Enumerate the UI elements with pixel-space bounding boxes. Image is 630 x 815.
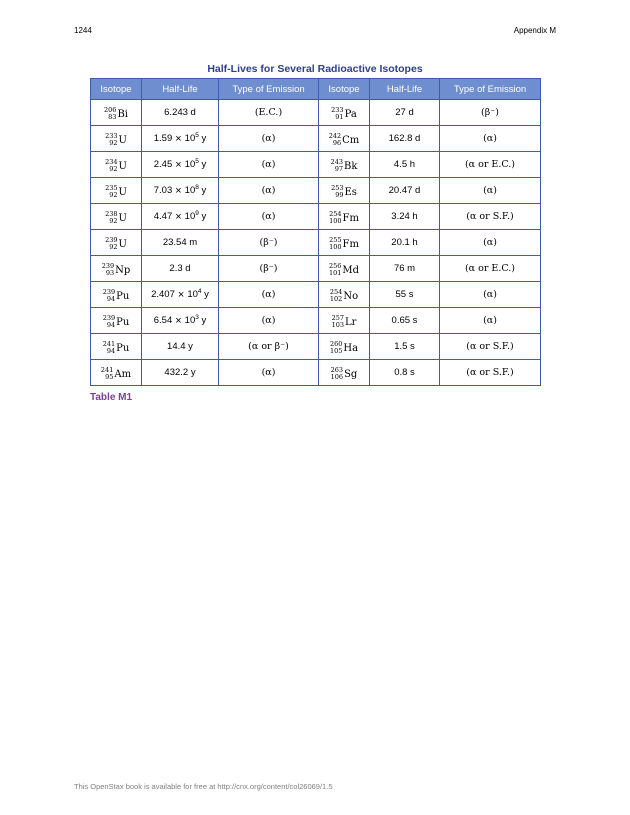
isotope-cell xyxy=(319,360,370,386)
nuclide-numbers xyxy=(330,289,342,303)
atomic-number: 96 xyxy=(332,139,342,147)
atomic-number: 92 xyxy=(109,165,118,173)
half-life-value: 7.03 xyxy=(153,185,173,197)
emission-cell xyxy=(440,308,541,334)
power-base: 10 xyxy=(184,185,196,197)
power-base: 10 xyxy=(184,133,196,145)
element-symbol: U xyxy=(118,186,127,198)
atomic-number: 95 xyxy=(105,373,114,381)
half-life-cell xyxy=(370,152,440,178)
nuclide-numbers xyxy=(105,237,117,251)
table-row xyxy=(91,334,541,360)
half-life-cell xyxy=(142,230,219,256)
page-number: 1244 xyxy=(74,26,92,35)
mass-number: 254 xyxy=(329,210,342,218)
element-symbol: Sg xyxy=(344,368,358,380)
half-life-unit: y xyxy=(201,159,207,171)
element-symbol: Am xyxy=(114,368,132,380)
table-header-row xyxy=(91,79,541,100)
nuclide-numbers xyxy=(105,133,117,147)
half-life-value: 1.5 s xyxy=(394,341,415,352)
table-row xyxy=(91,282,541,308)
element-symbol: Fm xyxy=(342,212,359,224)
emission-cell xyxy=(219,360,319,386)
nuclide-numbers xyxy=(103,315,115,329)
half-life-value: 162.8 d xyxy=(388,133,421,144)
half-life-unit: y xyxy=(201,211,207,223)
nuclide-numbers xyxy=(329,263,341,277)
emission-type: (α) xyxy=(261,133,276,144)
atomic-number: 92 xyxy=(109,243,118,251)
exponent: 3 xyxy=(195,314,199,322)
atomic-number: 100 xyxy=(329,217,342,225)
atomic-number: 91 xyxy=(335,113,344,121)
isotope-cell xyxy=(91,308,142,334)
atomic-number: 92 xyxy=(109,191,118,199)
element-symbol: U xyxy=(118,212,127,224)
mass-number: 239 xyxy=(105,236,118,244)
isotope-cell xyxy=(91,334,142,360)
emission-type: (α) xyxy=(483,315,497,326)
atomic-number: 83 xyxy=(108,113,117,121)
element-symbol: Fm xyxy=(342,238,359,250)
half-life-cell xyxy=(142,178,219,204)
isotope-cell xyxy=(91,152,142,178)
nuclide-notation xyxy=(331,367,358,381)
half-life-value: 2.3 d xyxy=(169,263,191,274)
exponent: 8 xyxy=(195,184,199,192)
isotope-cell xyxy=(91,230,142,256)
table-row xyxy=(91,152,541,178)
isotope-table xyxy=(90,78,541,386)
atomic-number: 97 xyxy=(334,165,343,173)
emission-cell xyxy=(219,204,319,230)
element-symbol: Bk xyxy=(344,160,358,172)
element-symbol: Bi xyxy=(117,108,128,120)
half-life-cell xyxy=(142,308,219,334)
nuclide-numbers xyxy=(102,263,114,277)
atomic-number: 92 xyxy=(109,217,118,225)
times-symbol: × xyxy=(175,132,182,145)
emission-type: (α) xyxy=(261,159,276,170)
isotope-cell xyxy=(319,256,370,282)
nuclide-numbers xyxy=(331,107,343,121)
atomic-number: 92 xyxy=(109,139,118,147)
emission-type: (α) xyxy=(261,315,276,326)
exponent: 9 xyxy=(195,210,199,218)
nuclide-numbers xyxy=(331,185,343,199)
column-header: Half-Life xyxy=(370,79,440,100)
element-symbol: Es xyxy=(344,186,357,198)
element-symbol: Pu xyxy=(116,342,130,354)
mass-number: 263 xyxy=(330,366,344,374)
isotope-cell xyxy=(91,256,142,282)
table-row xyxy=(91,100,541,126)
nuclide-numbers xyxy=(104,107,116,121)
emission-cell xyxy=(219,308,319,334)
emission-cell xyxy=(440,334,541,360)
isotope-cell xyxy=(319,308,370,334)
emission-cell xyxy=(219,282,319,308)
half-life-value: 2.407 xyxy=(151,289,175,301)
page-footer: This OpenStax book is available for free at http://cnx.org/content/col26069/1.5 xyxy=(74,782,333,791)
half-life-cell xyxy=(370,282,440,308)
isotope-cell xyxy=(91,282,142,308)
running-head: Appendix M xyxy=(513,26,556,35)
emission-type: (β⁻) xyxy=(259,263,278,274)
nuclide-notation xyxy=(101,367,131,381)
atomic-number: 94 xyxy=(106,295,116,303)
isotope-cell xyxy=(91,204,142,230)
times-symbol: × xyxy=(175,184,182,197)
isotope-cell xyxy=(91,126,142,152)
mass-number: 239 xyxy=(102,314,116,322)
half-life-value: 0.65 s xyxy=(391,315,418,326)
mass-number: 253 xyxy=(331,184,344,192)
emission-cell xyxy=(440,178,541,204)
half-life-cell xyxy=(370,178,440,204)
atomic-number: 105 xyxy=(329,347,343,355)
table-row xyxy=(91,230,541,256)
half-life-cell xyxy=(142,282,219,308)
mass-number: 206 xyxy=(104,106,117,114)
nuclide-notation xyxy=(330,341,358,355)
element-symbol: Cm xyxy=(342,134,360,146)
isotope-cell xyxy=(91,178,142,204)
half-life-value: 6.243 d xyxy=(164,107,196,118)
half-life-value: 20.1 h xyxy=(391,237,418,248)
nuclide-notation xyxy=(104,107,128,121)
times-symbol: × xyxy=(175,158,182,171)
atomic-number: 93 xyxy=(105,269,115,277)
table-caption: Table M1 xyxy=(90,392,133,403)
mass-number: 235 xyxy=(105,184,118,192)
mass-number: 234 xyxy=(105,158,118,166)
element-symbol: Pu xyxy=(116,316,130,328)
nuclide-notation xyxy=(103,315,130,329)
nuclide-numbers xyxy=(105,159,117,173)
nuclide-numbers xyxy=(105,185,117,199)
half-life-value: 432.2 y xyxy=(164,367,196,378)
isotope-cell xyxy=(319,100,370,126)
nuclide-numbers xyxy=(329,133,341,147)
nuclide-numbers xyxy=(105,211,117,225)
emission-cell xyxy=(440,256,541,282)
nuclide-notation xyxy=(103,289,130,303)
nuclide-numbers xyxy=(103,341,115,355)
half-life-value: 76 m xyxy=(393,263,416,274)
half-life-cell xyxy=(142,256,219,282)
times-symbol: × xyxy=(175,314,182,327)
emission-type: (α) xyxy=(261,185,276,196)
isotope-cell xyxy=(91,360,142,386)
emission-type: (α or S.F.) xyxy=(466,367,514,378)
half-life-value: 6.54 xyxy=(153,315,173,327)
emission-cell xyxy=(219,256,319,282)
nuclide-notation xyxy=(105,237,127,251)
mass-number: 239 xyxy=(101,262,115,270)
isotope-cell xyxy=(319,282,370,308)
column-header: Type of Emission xyxy=(440,79,541,100)
atomic-number: 106 xyxy=(330,373,344,381)
mass-number: 239 xyxy=(102,288,116,296)
half-life-value: 55 s xyxy=(395,289,414,300)
power-base: 10 xyxy=(187,289,198,301)
half-life-value: 2.45 xyxy=(153,159,173,171)
emission-cell xyxy=(219,152,319,178)
isotope-cell xyxy=(319,126,370,152)
half-life-cell xyxy=(142,360,219,386)
emission-type: (α) xyxy=(483,133,497,144)
times-symbol: × xyxy=(177,288,185,301)
element-symbol: Pa xyxy=(344,108,357,120)
isotope-cell xyxy=(319,204,370,230)
emission-type: (α or β⁻) xyxy=(248,341,289,352)
half-life-cell xyxy=(142,126,219,152)
atomic-number: 94 xyxy=(106,321,116,329)
nuclide-notation xyxy=(105,159,127,173)
emission-type: (α) xyxy=(261,367,276,378)
emission-cell xyxy=(219,100,319,126)
half-life-cell xyxy=(370,126,440,152)
element-symbol: U xyxy=(118,134,127,146)
nuclide-notation xyxy=(331,159,358,173)
element-symbol: Np xyxy=(115,264,131,276)
emission-cell xyxy=(440,230,541,256)
element-symbol: No xyxy=(343,290,359,302)
table-row xyxy=(91,308,541,334)
half-life-value: 0.8 s xyxy=(394,367,415,378)
element-symbol: Md xyxy=(342,264,360,276)
element-symbol: U xyxy=(118,160,127,172)
column-header: Half-Life xyxy=(142,79,219,100)
half-life-cell xyxy=(142,204,219,230)
half-life-cell xyxy=(370,100,440,126)
half-life-value: 4.5 h xyxy=(393,159,416,170)
emission-cell xyxy=(219,126,319,152)
isotope-cell xyxy=(319,152,370,178)
nuclide-notation xyxy=(329,263,359,277)
atomic-number: 99 xyxy=(335,191,344,199)
half-life-unit: y xyxy=(201,185,207,197)
emission-type: (α) xyxy=(483,185,497,196)
half-life-value: 3.24 h xyxy=(391,211,418,222)
half-life-cell xyxy=(142,152,219,178)
emission-type: (α) xyxy=(261,211,276,222)
emission-type: (E.C.) xyxy=(254,107,283,118)
emission-cell xyxy=(440,360,541,386)
mass-number: 256 xyxy=(328,262,342,270)
nuclide-numbers xyxy=(103,289,115,303)
column-header: Type of Emission xyxy=(219,79,319,100)
half-life-cell xyxy=(370,256,440,282)
half-life-cell xyxy=(142,334,219,360)
emission-cell xyxy=(440,126,541,152)
emission-cell xyxy=(440,282,541,308)
nuclide-notation xyxy=(102,263,131,277)
mass-number: 241 xyxy=(100,366,114,374)
half-life-value: 27 d xyxy=(395,107,414,118)
atomic-number: 102 xyxy=(329,295,343,303)
emission-type: (α or S.F.) xyxy=(466,341,514,352)
nuclide-notation xyxy=(105,133,127,147)
nuclide-notation xyxy=(330,289,358,303)
element-symbol: U xyxy=(118,238,127,250)
power-base: 10 xyxy=(184,159,196,171)
emission-type: (α) xyxy=(483,237,497,248)
half-life-cell xyxy=(142,100,219,126)
half-life-value: 1.59 xyxy=(153,133,173,145)
nuclide-notation xyxy=(332,315,357,329)
emission-cell xyxy=(440,204,541,230)
mass-number: 257 xyxy=(331,314,344,322)
nuclide-notation xyxy=(329,133,360,147)
emission-cell xyxy=(440,100,541,126)
emission-type: (β⁻) xyxy=(259,237,278,248)
half-life-unit: y xyxy=(201,133,207,145)
isotope-cell xyxy=(319,230,370,256)
element-symbol: Pu xyxy=(116,290,130,302)
isotope-cell xyxy=(319,334,370,360)
atomic-number: 100 xyxy=(329,243,342,251)
nuclide-notation xyxy=(329,211,359,225)
times-symbol: × xyxy=(175,210,182,223)
nuclide-numbers xyxy=(101,367,113,381)
nuclide-numbers xyxy=(329,211,341,225)
emission-type: (α or E.C.) xyxy=(464,263,516,274)
table-row xyxy=(91,204,541,230)
nuclide-notation xyxy=(331,107,357,121)
half-life-unit: y xyxy=(204,289,209,301)
exponent: 5 xyxy=(195,158,199,166)
element-symbol: Ha xyxy=(343,342,359,354)
nuclide-numbers xyxy=(331,159,343,173)
half-life-value: 14.4 y xyxy=(167,341,193,352)
mass-number: 238 xyxy=(105,210,118,218)
nuclide-numbers xyxy=(332,315,344,329)
power-base: 10 xyxy=(184,211,196,223)
emission-cell xyxy=(219,334,319,360)
emission-cell xyxy=(219,178,319,204)
nuclide-numbers xyxy=(329,237,341,251)
mass-number: 233 xyxy=(331,106,344,114)
element-symbol: Lr xyxy=(345,316,357,328)
atomic-number: 103 xyxy=(331,321,344,329)
nuclide-notation xyxy=(329,237,359,251)
table-row xyxy=(91,126,541,152)
emission-type: (α) xyxy=(261,289,276,300)
half-life-cell xyxy=(370,204,440,230)
nuclide-numbers xyxy=(330,341,342,355)
mass-number: 254 xyxy=(329,288,343,296)
nuclide-notation xyxy=(105,185,127,199)
half-life-value: 4.47 xyxy=(153,211,173,223)
table-title: Half-Lives for Several Radioactive Isotopes xyxy=(207,63,423,75)
half-life-cell xyxy=(370,334,440,360)
column-header: Isotope xyxy=(91,79,142,100)
mass-number: 242 xyxy=(328,132,342,140)
exponent: 5 xyxy=(195,132,199,140)
atomic-number: 101 xyxy=(328,269,342,277)
power-base: 10 xyxy=(184,315,196,327)
exponent: 4 xyxy=(197,288,202,296)
nuclide-notation xyxy=(331,185,357,199)
half-life-value: 23.54 m xyxy=(162,237,198,248)
half-life-cell xyxy=(370,230,440,256)
emission-cell xyxy=(219,230,319,256)
emission-type: (α or E.C.) xyxy=(464,159,516,170)
mass-number: 260 xyxy=(329,340,343,348)
half-life-unit: y xyxy=(201,315,207,327)
emission-type: (α) xyxy=(483,289,497,300)
table-row xyxy=(91,256,541,282)
column-header: Isotope xyxy=(319,79,370,100)
emission-type: (α or S.F.) xyxy=(466,211,514,222)
mass-number: 255 xyxy=(329,236,342,244)
isotope-cell xyxy=(91,100,142,126)
half-life-cell xyxy=(370,308,440,334)
mass-number: 233 xyxy=(105,132,118,140)
nuclide-notation xyxy=(105,211,127,225)
half-life-cell xyxy=(370,360,440,386)
half-life-value: 20.47 d xyxy=(388,185,421,196)
nuclide-numbers xyxy=(331,367,343,381)
atomic-number: 94 xyxy=(106,347,116,355)
mass-number: 243 xyxy=(330,158,343,166)
emission-type: (β⁻) xyxy=(481,107,499,118)
isotope-cell xyxy=(319,178,370,204)
mass-number: 241 xyxy=(102,340,116,348)
table-row xyxy=(91,178,541,204)
nuclide-notation xyxy=(103,341,130,355)
table-row xyxy=(91,360,541,386)
emission-cell xyxy=(440,152,541,178)
